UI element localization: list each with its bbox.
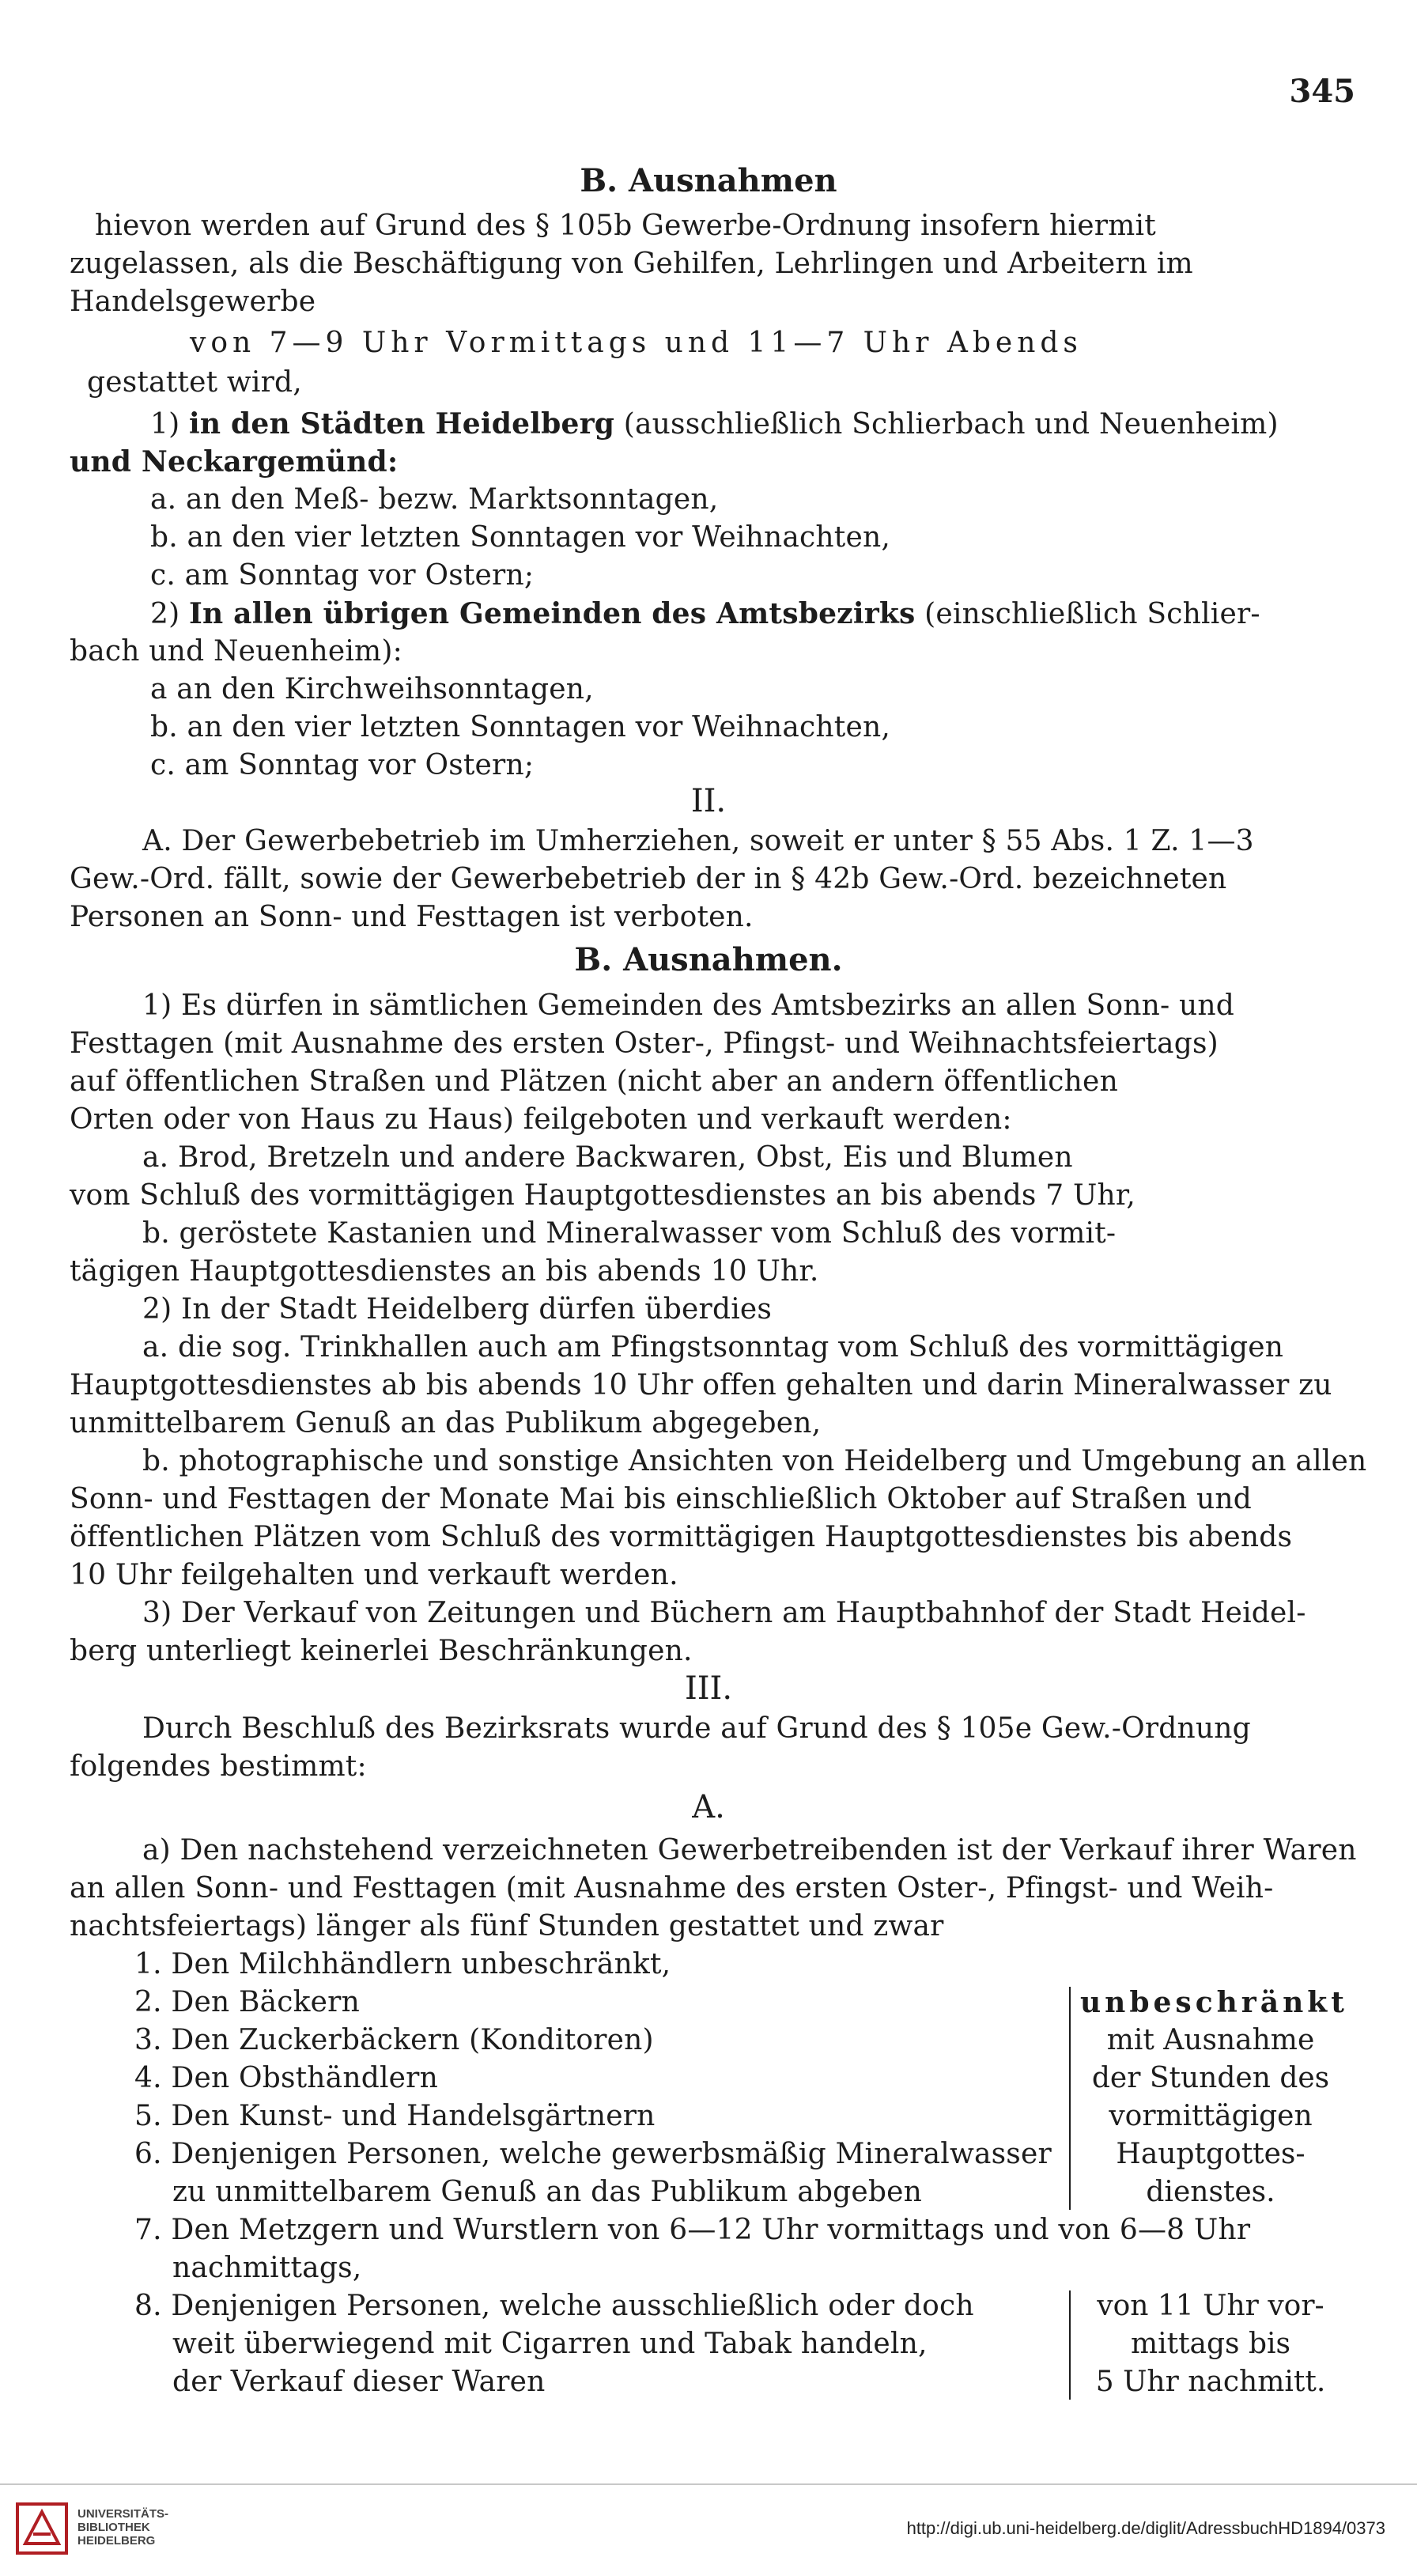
brace-line	[1069, 2290, 1079, 2400]
text-line: Personen an Sonn- und Festtagen ist verboten.	[70, 901, 754, 933]
text-line: hievon werden auf Grund des § 105b Gewerbe-Ordnung insofern hiermit	[95, 210, 1156, 242]
note-line: Hauptgottes-	[1116, 2138, 1306, 2170]
list-item: 4. Den Obsthändlern	[134, 2062, 438, 2094]
list-item: b. an den vier letzten Sonntagen vor Weihnachten,	[150, 521, 891, 554]
text-line: a. die sog. Trinkhallen auch am Pfingstsonntag vom Schluß des vormittägigen	[142, 1331, 1284, 1364]
text-line: berg unterliegt keinerlei Beschränkungen.	[70, 1635, 693, 1667]
text-line: bach und Neuenheim):	[70, 635, 402, 668]
text-line: 3) Der Verkauf von Zeitungen und Büchern am Hauptbahnhof der Stadt Heidel-	[142, 1597, 1306, 1629]
list-item: 6. Denjenigen Personen, welche gewerbsmäßig Mineralwasser	[134, 2138, 1052, 2170]
list-item: nachmittags,	[172, 2252, 362, 2284]
brace-line	[1069, 1987, 1079, 2210]
list-item: zu unmittelbarem Genuß an das Publikum abgeben	[172, 2176, 923, 2208]
bold-phrase: In allen übrigen Gemeinden des Amtsbezirks	[189, 597, 916, 630]
note-line: mittags bis	[1130, 2328, 1291, 2360]
logo-text-line: BIBLIOTHEK	[77, 2521, 150, 2534]
footer-bar	[0, 2483, 1417, 2576]
note-line: der Stunden des	[1091, 2062, 1330, 2094]
text-line	[150, 595, 1260, 634]
logo-text-line: UNIVERSITÄTS-	[77, 2507, 169, 2521]
text-span: (einschließlich Schlier-	[924, 598, 1260, 630]
note-line: 5 Uhr nachmitt.	[1095, 2366, 1326, 2398]
item-number: 2)	[150, 598, 180, 630]
heading-section-III: III.	[684, 1670, 733, 1707]
note-line: von 11 Uhr vor-	[1097, 2290, 1324, 2322]
list-item: 2. Den Bäckern	[134, 1986, 360, 2018]
note-line: unbeschränkt	[1080, 1986, 1348, 2019]
text-line: Gew.-Ord. fällt, sowie der Gewerbebetrieb der in § 42b Gew.-Ord. bezeichneten	[70, 863, 1227, 895]
list-item: 7. Den Metzgern und Wurstlern von 6—12 Uhr vormittags und von 6—8 Uhr	[134, 2214, 1251, 2246]
text-line: unmittelbarem Genuß an das Publikum abgegeben,	[70, 1407, 822, 1439]
list-item: b. an den vier letzten Sonntagen vor Weihnachten,	[150, 711, 891, 743]
text-line: von 7—9 Uhr Vormittags und 11—7 Uhr Abends	[190, 327, 1083, 359]
list-item: a an den Kirchweihsonntagen,	[150, 673, 594, 705]
list-item: der Verkauf dieser Waren	[172, 2366, 546, 2398]
text-line: an allen Sonn- und Festtagen (mit Ausnahme des ersten Oster-, Pfingst- und Weih-	[70, 1872, 1274, 1905]
text-line: vom Schluß des vormittägigen Hauptgottesdienstes an bis abends 7 Uhr,	[70, 1179, 1135, 1212]
page-number: 345	[1289, 73, 1355, 110]
heading-section-A: A.	[692, 1789, 725, 1825]
list-item: 5. Den Kunst- und Handelsgärtnern	[134, 2100, 656, 2132]
text-line: A. Der Gewerbebetrieb im Umherziehen, soweit er unter § 55 Abs. 1 Z. 1—3	[142, 825, 1254, 857]
text-line: zugelassen, als die Beschäftigung von Gehilfen, Lehrlingen und Arbeitern im	[70, 248, 1193, 280]
list-item: 1. Den Milchhändlern unbeschränkt,	[134, 1948, 671, 1980]
text-line: 10 Uhr feilgehalten und verkauft werden.	[70, 1559, 678, 1591]
text-line: Hauptgottesdienstes ab bis abends 10 Uhr offen gehalten und darin Mineralwasser zu	[70, 1369, 1332, 1401]
list-item: 8. Denjenigen Personen, welche ausschließlich oder doch	[134, 2290, 974, 2322]
heading-ausnahmen-1: B. Ausnahmen	[580, 162, 837, 199]
text-line	[150, 405, 1279, 444]
text-line: tägigen Hauptgottesdienstes an bis abends 10 Uhr.	[70, 1255, 819, 1288]
text-line: gestattet wird,	[87, 366, 302, 399]
text-line: Handelsgewerbe	[70, 286, 316, 318]
list-item: a. an den Meß- bezw. Marktsonntagen,	[150, 483, 719, 516]
heading-section-II: II.	[690, 783, 727, 819]
note-line: dienstes.	[1146, 2176, 1275, 2208]
brace-note-1	[1080, 1984, 1348, 2211]
note-line: vormittägigen	[1109, 2100, 1313, 2132]
text-line: 1) Es dürfen in sämtlichen Gemeinden des Amtsbezirks an allen Sonn- und	[142, 989, 1235, 1022]
text-line: 2) In der Stadt Heidelberg dürfen überdies	[142, 1293, 773, 1326]
university-library-logo-icon	[14, 2501, 70, 2556]
text-line: b. geröstete Kastanien und Mineralwasser vom Schluß des vormit-	[142, 1217, 1117, 1250]
text-line: auf öffentlichen Straßen und Plätzen (nicht aber an andern öffentlichen	[70, 1065, 1118, 1098]
text-line: öffentlichen Plätzen vom Schluß des vormittägigen Hauptgottesdienstes bis abends	[70, 1521, 1293, 1553]
text-line: Orten oder von Haus zu Haus) feilgeboten und verkauft werden:	[70, 1103, 1012, 1136]
text-line: Festtagen (mit Ausnahme des ersten Oster-, Pfingst- und Weihnachtsfeiertags)	[70, 1027, 1219, 1060]
text-line: b. photographische und sonstige Ansichten von Heidelberg und Umgebung an allen	[142, 1445, 1367, 1477]
list-item: c. am Sonntag vor Ostern;	[150, 749, 535, 781]
item-number: 1)	[150, 408, 180, 441]
divider	[0, 2483, 1417, 2485]
list-item: 3. Den Zuckerbäckern (Konditoren)	[134, 2024, 654, 2056]
list-item: weit überwiegend mit Cigarren und Tabak handeln,	[172, 2328, 928, 2360]
text-span: (ausschließlich Schlierbach und Neuenheim)	[623, 408, 1279, 441]
bold-phrase: in den Städten Heidelberg	[189, 407, 615, 441]
text-line: a) Den nachstehend verzeichneten Gewerbetreibenden ist der Verkauf ihrer Waren	[142, 1834, 1357, 1867]
list-item: c. am Sonntag vor Ostern;	[150, 559, 535, 592]
logo-text-line: HEIDELBERG	[77, 2534, 156, 2548]
text-line: folgendes bestimmt:	[70, 1750, 367, 1783]
heading-ausnahmen-2: B. Ausnahmen.	[574, 941, 843, 978]
text-line: Durch Beschluß des Bezirksrats wurde auf Grund des § 105e Gew.-Ordnung	[142, 1712, 1251, 1745]
note-line: mit Ausnahme	[1106, 2024, 1315, 2056]
source-url-link[interactable]: http://digi.ub.uni-heidelberg.de/diglit/AdressbuchHD1894/0373	[906, 2518, 1385, 2538]
text-line: und Neckargemünd:	[70, 445, 399, 479]
text-line: nachtsfeiertags) länger als fünf Stunden gestattet und zwar	[70, 1910, 944, 1942]
text-line: Sonn- und Festtagen der Monate Mai bis einschließlich Oktober auf Straßen und	[70, 1483, 1253, 1515]
text-line: a. Brod, Bretzeln und andere Backwaren, Obst, Eis und Blumen	[142, 1141, 1073, 1174]
logo-text	[77, 2507, 168, 2548]
brace-note-2	[1080, 2287, 1341, 2401]
